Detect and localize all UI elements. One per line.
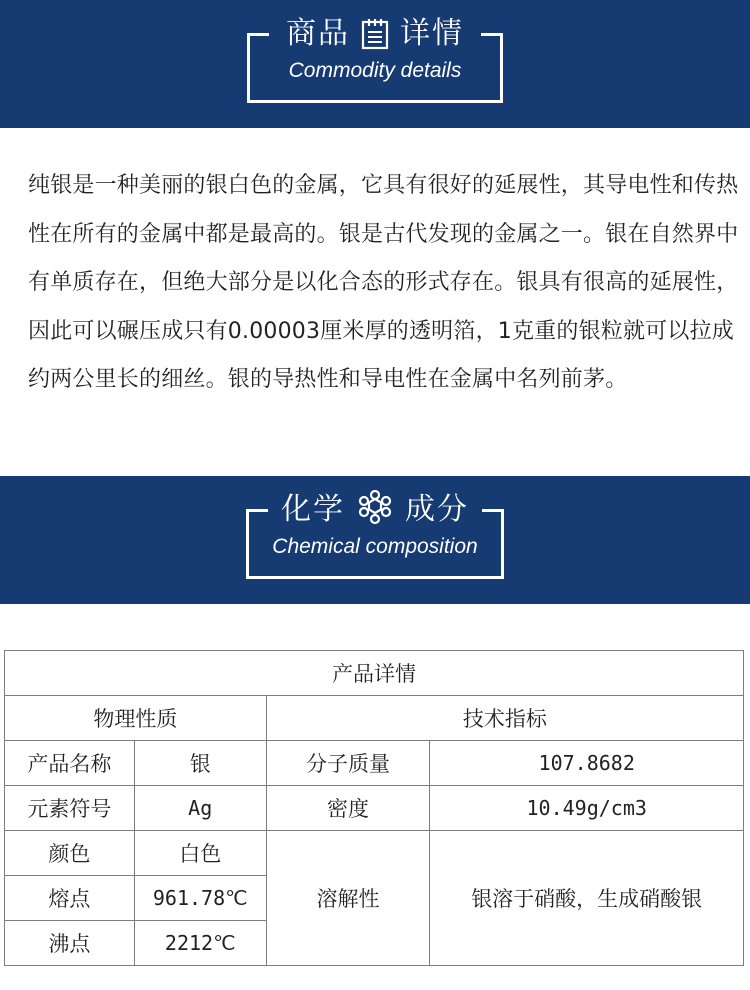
technical-indicators-header: 技术指标 [266, 696, 743, 741]
physical-properties-header: 物理性质 [5, 696, 267, 741]
banner-subtitle: Commodity details [288, 59, 462, 82]
commodity-details-banner [0, 0, 750, 128]
table-row [5, 786, 744, 831]
banner-title-left: 化学 [281, 492, 345, 527]
table-row [5, 741, 744, 786]
cell-value: 银 [134, 741, 266, 786]
cell-value: 10.49g/cm3 [430, 786, 744, 831]
cell-label: 熔点 [5, 876, 135, 921]
banner-title-right: 成分 [405, 492, 469, 527]
cell-label: 元素符号 [5, 786, 135, 831]
cell-value: 2212℃ [134, 921, 266, 966]
molecule-icon [355, 490, 395, 537]
banner-title [249, 490, 501, 537]
cell-label: 分子质量 [266, 741, 430, 786]
table-row [5, 831, 744, 876]
banner-frame [246, 492, 504, 579]
banner-title [250, 14, 500, 61]
cell-label: 颜色 [5, 831, 135, 876]
cell-value: 银溶于硝酸，生成硝酸银 [430, 831, 744, 966]
product-spec-table [4, 650, 744, 966]
cell-value: 白色 [134, 831, 266, 876]
table-caption: 产品详情 [5, 651, 744, 696]
banner-subtitle: Chemical composition [272, 535, 478, 558]
banner-title-left: 商品 [286, 16, 350, 51]
cell-value: 107.8682 [430, 741, 744, 786]
product-description: 纯银是一种美丽的银白色的金属，它具有很好的延展性，其导电性和传热性在所有的金属中都是最高的。银是古代发现的金属之一。银在自然界中有单质存在，但绝大部分是以化合态的形式存在。银具有很高的延展性，因此可以碾压成只有0.00003厘米厚的透明箔，1克重的银粒就可以拉成约两公里长的细丝。银的导热性和导电性在金属中名列前茅。 [28, 173, 739, 392]
banner-title-right: 详情 [400, 16, 464, 51]
cell-label: 密度 [266, 786, 430, 831]
cell-label: 溶解性 [266, 831, 430, 966]
table-row [5, 696, 744, 741]
chemical-composition-banner [0, 476, 750, 604]
table-row [5, 651, 744, 696]
notepad-icon [360, 18, 390, 61]
banner-frame [247, 16, 503, 103]
cell-label: 沸点 [5, 921, 135, 966]
cell-label: 产品名称 [5, 741, 135, 786]
cell-value: Ag [134, 786, 266, 831]
cell-value: 961.78℃ [134, 876, 266, 921]
